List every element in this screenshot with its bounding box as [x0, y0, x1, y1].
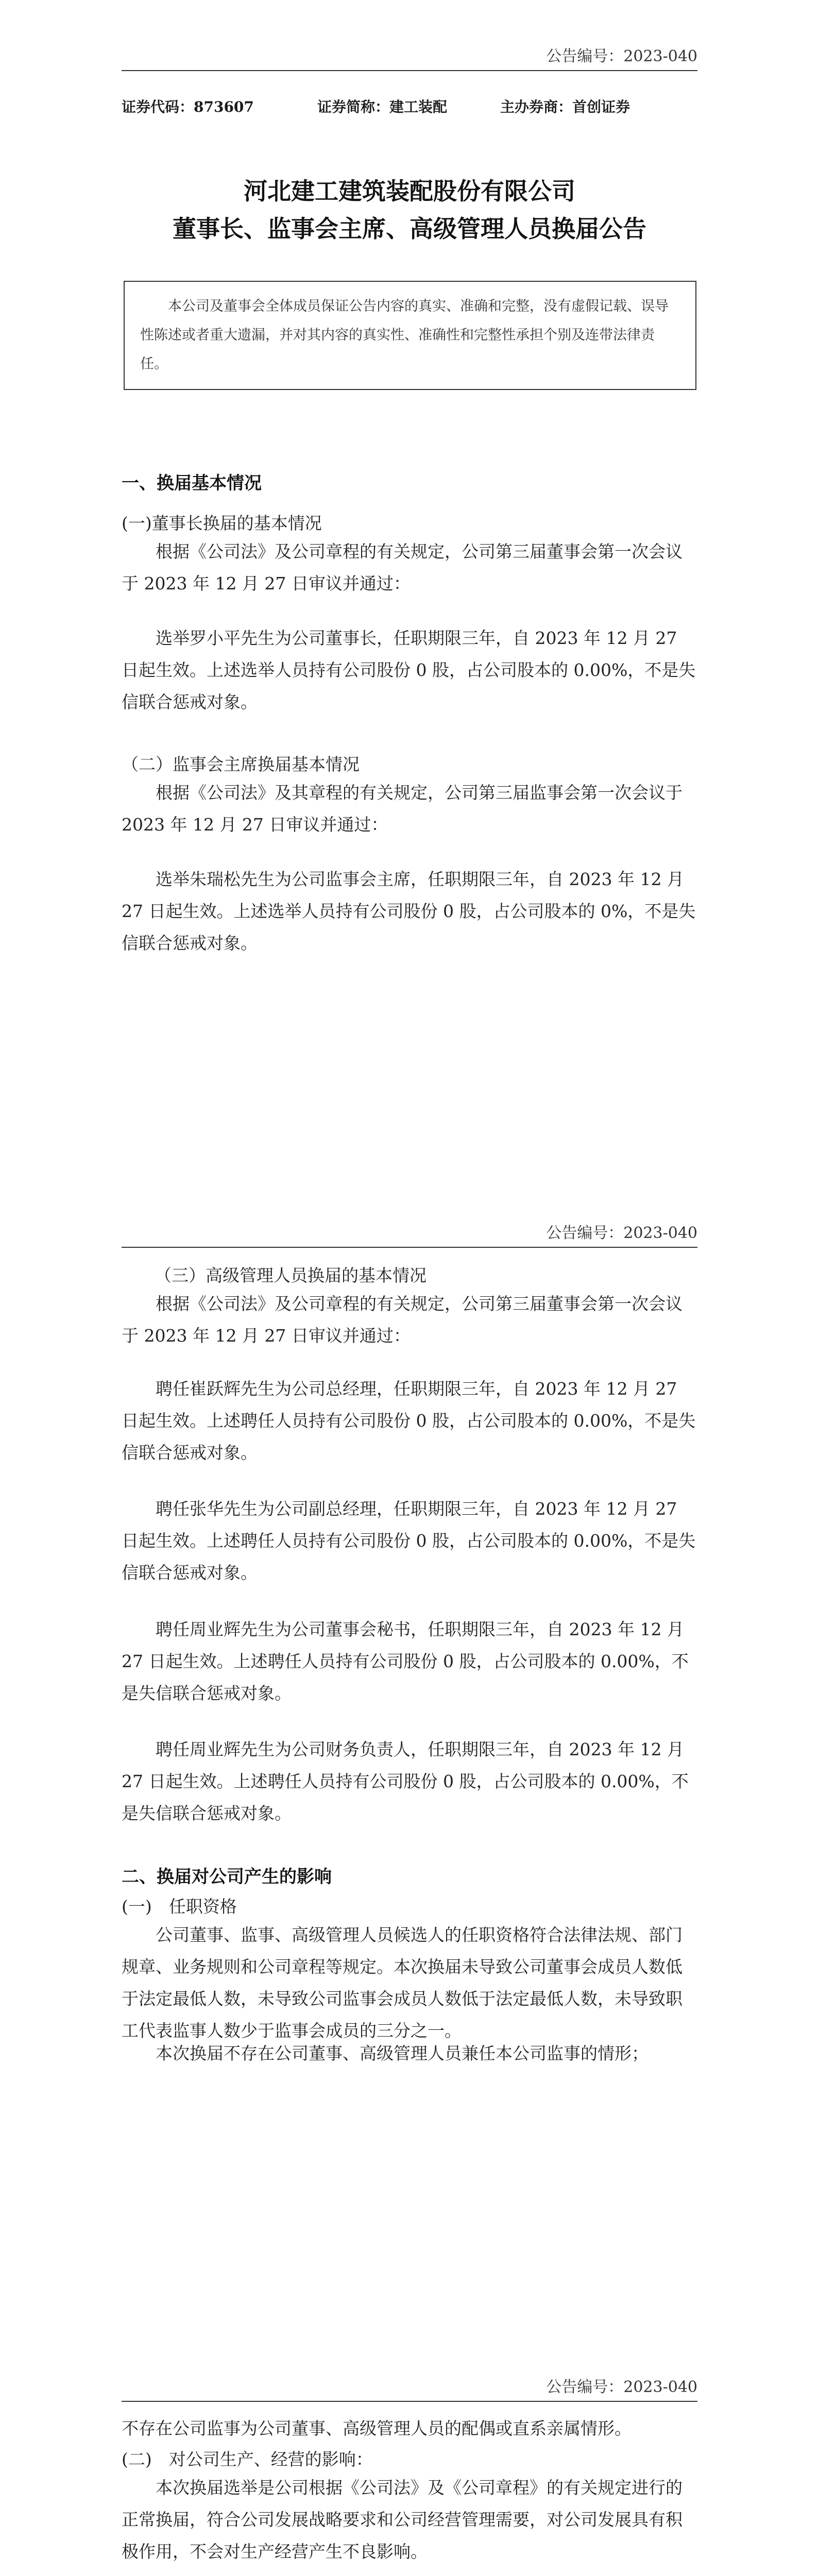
page-header: [122, 39, 697, 71]
paragraph: 聘任周业辉先生为公司董事会秘书，任职期限三年，自 2023 年 12 月 27 日起生效。上述聘任人员持有公司股份 0 股，占公司股本的 0.00%，不是失信联合惩戒对象。: [122, 1619, 689, 1703]
paragraph: 本次换届不存在公司董事、高级管理人员兼任本公司监事的情形；: [156, 2043, 649, 2063]
page-header: [122, 1216, 697, 1248]
security-code: 证券代码：873607: [122, 98, 254, 115]
section-1-1-heading: (一)董事长换届的基本情况: [122, 513, 322, 533]
section-2-1-heading: (一) 任职资格: [122, 1896, 237, 1917]
paragraph: 根据《公司法》及其章程的有关规定，公司第三届监事会第一次会议于 2023 年 12 月 27 日审议并通过：: [122, 783, 683, 835]
security-abbr: 证券简称：建工装配: [317, 98, 448, 115]
paragraph: 本次换届选举是公司根据《公司法》及《公司章程》的有关规定进行的正常换届，符合公司发展战略要求和公司经营管理需要，对公司发展具有积极作用，不会对生产经营产生不良影响。: [122, 2478, 683, 2562]
section-1-2-heading: （二）监事会主席换届基本情况: [122, 754, 360, 774]
paragraph: 根据《公司法》及公司章程的有关规定，公司第三届董事会第一次会议于 2023 年 12 月 27 日审议并通过：: [122, 1294, 683, 1346]
section-1-3-heading: （三）高级管理人员换届的基本情况: [155, 1265, 427, 1285]
section-1-heading: 一、换届基本情况: [122, 473, 262, 494]
doc-number: 公告编号：2023-040: [546, 2378, 697, 2396]
section-2-heading: 二、换届对公司产生的影响: [122, 1867, 332, 1887]
company-title: 河北建工建筑装配股份有限公司: [244, 177, 575, 205]
paragraph: 聘任崔跃辉先生为公司总经理，任职期限三年，自 2023 年 12 月 27 日起生效。上述聘任人员持有公司股份 0 股，占公司股本的 0.00%，不是失信联合惩戒对象。: [122, 1379, 696, 1463]
broker: 主办券商：首创证券: [500, 98, 630, 115]
section-2-2-heading: (二) 对公司生产、经营的影响：: [122, 2449, 373, 2469]
paragraph: 公司董事、监事、高级管理人员候选人的任职资格符合法律法规、部门规章、业务规则和公司章程等规定。本次换届未导致公司董事会成员人数低于法定最低人数，未导致公司监事会成员人数低于法定最低人数，未导致职工代表监事人数少于监事会成员的三分之一。: [122, 1925, 683, 2041]
paragraph: 不存在公司监事为公司董事、高级管理人员的配偶或直系亲属情形。: [122, 2418, 632, 2438]
doc-number: 公告编号：2023-040: [546, 1224, 697, 1242]
page-header: [122, 2370, 697, 2402]
paragraph: 根据《公司法》及公司章程的有关规定，公司第三届董事会第一次会议于 2023 年 12 月 27 日审议并通过：: [122, 541, 683, 594]
announcement-title: 董事长、监事会主席、高级管理人员换届公告: [173, 215, 646, 243]
paragraph: 选举朱瑞松先生为公司监事会主席，任职期限三年，自 2023 年 12 月 27 日起生效。上述选举人员持有公司股份 0 股，占公司股本的 0%，不是失信联合惩戒对象。: [122, 869, 696, 953]
paragraph: 选举罗小平先生为公司董事长，任职期限三年，自 2023 年 12 月 27 日起生效。上述选举人员持有公司股份 0 股，占公司股本的 0.00%，不是失信联合惩戒对象。: [122, 628, 696, 712]
paragraph: 聘任周业辉先生为公司财务负责人，任职期限三年，自 2023 年 12 月 27 日起生效。上述聘任人员持有公司股份 0 股，占公司股本的 0.00%，不是失信联合惩戒对象。: [122, 1739, 689, 1823]
paragraph: 聘任张华先生为公司副总经理，任职期限三年，自 2023 年 12 月 27 日起生效。上述聘任人员持有公司股份 0 股，占公司股本的 0.00%，不是失信联合惩戒对象。: [122, 1499, 696, 1583]
doc-number: 公告编号：2023-040: [546, 47, 697, 65]
disclaimer-box: 本公司及董事会全体成员保证公告内容的真实、准确和完整，没有虚假记载、误导性陈述或者重大遗漏，并对其内容的真实性、准确性和完整性承担个别及连带法律责任。: [124, 281, 696, 390]
